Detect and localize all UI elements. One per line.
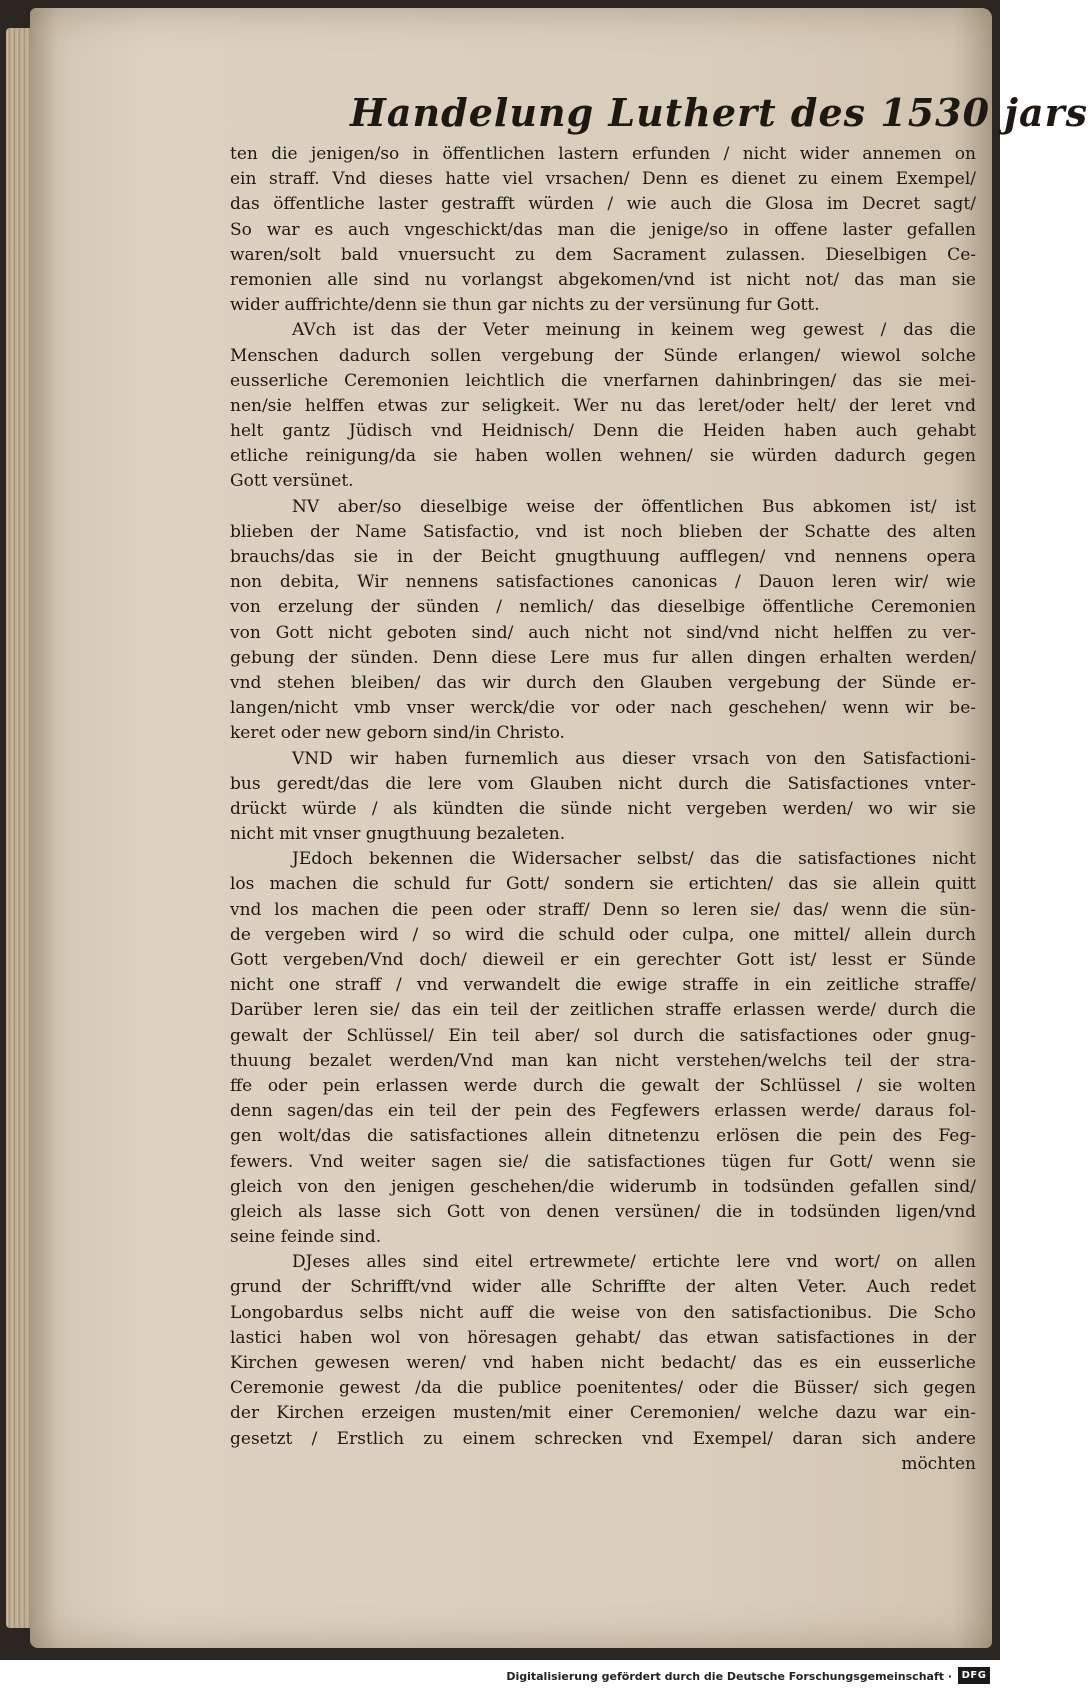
text-line: So war es auch vngeschickt/das man die jenige/so in offene laster gefallen [230,219,976,240]
paragraph-start: DJeses alles sind eitel ertrewmete/ ertichte lere vnd wort/ on allen [292,1252,976,1273]
text-line: Menschen dadurch sollen vergebung der Sünde erlangen/ wiewol solche [230,345,976,366]
text-line: von erzelung der sünden / nemlich/ das dieselbige öffentliche Ceremonien [230,597,976,618]
text-line: gen wolt/das die satisfactiones allein ditnetenzu erlösen die pein des Feg- [230,1126,976,1147]
text-line: wider auffrichte/denn sie thun gar nichts zu der versünung fur Gott. [230,295,820,316]
text-line: brauchs/das sie in der Beicht gnugthuung aufflegen/ vnd nennens opera [230,547,976,567]
text-line: gleich von den jenigen geschehen/die widerumb in todsünden gefallen sind/ [230,1176,976,1197]
text-line: gesetzt / Erstlich zu einem schrecken vnd Exempel/ daran sich andere [230,1428,976,1449]
text-line: Longobardus selbs nicht auff die weise von den satisfactionibus. Die Scho [230,1302,976,1323]
text-line: grund der Schrifft/vnd wider alle Schriffte der alten Veter. Auch redet [230,1277,976,1298]
paragraph-start: JEdoch bekennen die Widersacher selbst/ das die satisfactiones nicht [292,849,976,870]
text-line: gleich als lasse sich Gott von denen versünen/ die in todsünden ligen/vnd [230,1201,976,1222]
text-line: keret oder new geborn sind/in Christo. [230,723,565,744]
text-line: nicht one straff / vnd verwandelt die ewige straffe in ein zeitliche straffe/ [230,975,976,996]
dfg-logo: DFG [958,1667,990,1684]
text-line: drückt würde / als kündten die sünde nicht vergeben werden/ wo wir sie [230,798,976,819]
text-line: non debita, Wir nennens satisfactiones canonicas / Dauon leren wir/ wie [230,572,976,593]
text-line: ffe oder pein erlassen werde durch die gewalt der Schlüssel / sie wolten [230,1075,976,1096]
running-head: Handelung Luthert des 1530 jars [350,90,1088,135]
text-line: Gott vergeben/Vnd doch/ dieweil er ein gerechter Gott ist/ lesst er Sünde [230,950,976,970]
text-line: ten die jenigen/so in öffentlichen lastern erfunden / nicht wider annemen on [230,144,976,164]
text-line: das öffentliche laster gestrafft würden / wie auch die Glosa im Decret sagt/ [230,194,976,215]
text-line: vnd stehen bleiben/ das wir durch den Glauben vergebung der Sünde er- [230,672,976,693]
paragraph-start: VND wir haben furnemlich aus dieser vrsach von den Satisfactioni- [292,748,976,769]
text-line: fewers. Vnd weiter sagen sie/ die satisfactiones tügen fur Gott/ wenn sie [230,1151,976,1172]
text-line: nicht mit vnser gnugthuung bezaleten. [230,824,566,845]
text-line: blieben der Name Satisfactio, vnd ist noch blieben der Schatte des alten [230,521,976,542]
text-line: eusserliche Ceremonien leichtlich die vnerfarnen dahinbringen/ das sie mei- [230,370,976,391]
text-block [230,142,976,1477]
text-line: Darüber leren sie/ das ein teil der zeitlichen straffe erlassen werde/ durch die [230,1000,976,1021]
text-line: von Gott nicht geboten sind/ auch nicht not sind/vnd nicht helffen zu ver- [230,622,976,643]
text-line: thuung bezalet werden/Vnd man kan nicht verstehen/welchs teil der stra- [230,1050,976,1071]
text-line: etliche reinigung/da sie haben wollen wehnen/ sie würden dadurch gegen [230,446,976,467]
text-line: vnd los machen die peen oder straff/ Denn so leren sie/ das/ wenn die sün- [230,899,976,920]
text-line: ein straff. Vnd dieses hatte viel vrsachen/ Denn es dienet zu einem Exempel/ [230,169,976,190]
text-line: Kirchen gewesen weren/ vnd haben nicht bedacht/ das es ein eusserliche [230,1353,976,1373]
text-line: langen/nicht vmb vnser werck/die vor oder nach geschehen/ wenn wir be- [230,698,976,719]
catchword: möchten [901,1453,976,1474]
text-line: waren/solt bald vnuersucht zu dem Sacrament zulassen. Dieselbigen Ce- [230,244,976,265]
text-line: gebung der sünden. Denn diese Lere mus fur allen dingen erhalten werden/ [230,647,976,668]
text-line: de vergeben wird / so wird die schuld oder culpa, one mittel/ allein durch [230,924,976,945]
footer-bar [0,1664,1000,1691]
paragraph-start: AVch ist das der Veter meinung in keinem weg gewest / das die [292,320,976,341]
text-line: denn sagen/das ein teil der pein des Fegfewers erlassen werde/ daraus fol- [230,1101,976,1122]
text-line: remonien alle sind nu vorlangst abgekomen/vnd ist nicht not/ das man sie [230,269,976,290]
text-line: helt gantz Jüdisch vnd Heidnisch/ Denn die Heiden haben auch gehabt [230,421,976,442]
text-line: los machen die schuld fur Gott/ sondern sie ertichten/ das sie allein quitt [230,874,976,895]
text-line: Gott versünet. [230,471,354,492]
text-line: gewalt der Schlüssel/ Ein teil aber/ sol durch die satisfactiones oder gnug- [230,1025,976,1046]
text-line: seine feinde sind. [230,1227,382,1248]
funding-credit: Digitalisierung gefördert durch die Deutsche Forschungsgemeinschaft · [506,1670,952,1683]
text-line: lastici haben wol von höresagen gehabt/ das etwan satisfactiones in der [230,1327,976,1348]
text-line: der Kirchen erzeigen musten/mit einer Ceremonien/ welche dazu war ein- [230,1403,976,1424]
paragraph-start: NV aber/so dieselbige weise der öffentlichen Bus abkomen ist/ ist [292,496,976,517]
text-line: nen/sie helffen etwas zur seligkeit. Wer nu das leret/oder helt/ der leret vnd [230,395,976,416]
text-line: bus geredt/das die lere vom Glauben nicht durch die Satisfactiones vnter- [230,773,976,794]
book-page [30,8,1088,1648]
text-line: Ceremonie gewest /da die publice poenitentes/ oder die Büsser/ sich gegen [230,1378,976,1399]
